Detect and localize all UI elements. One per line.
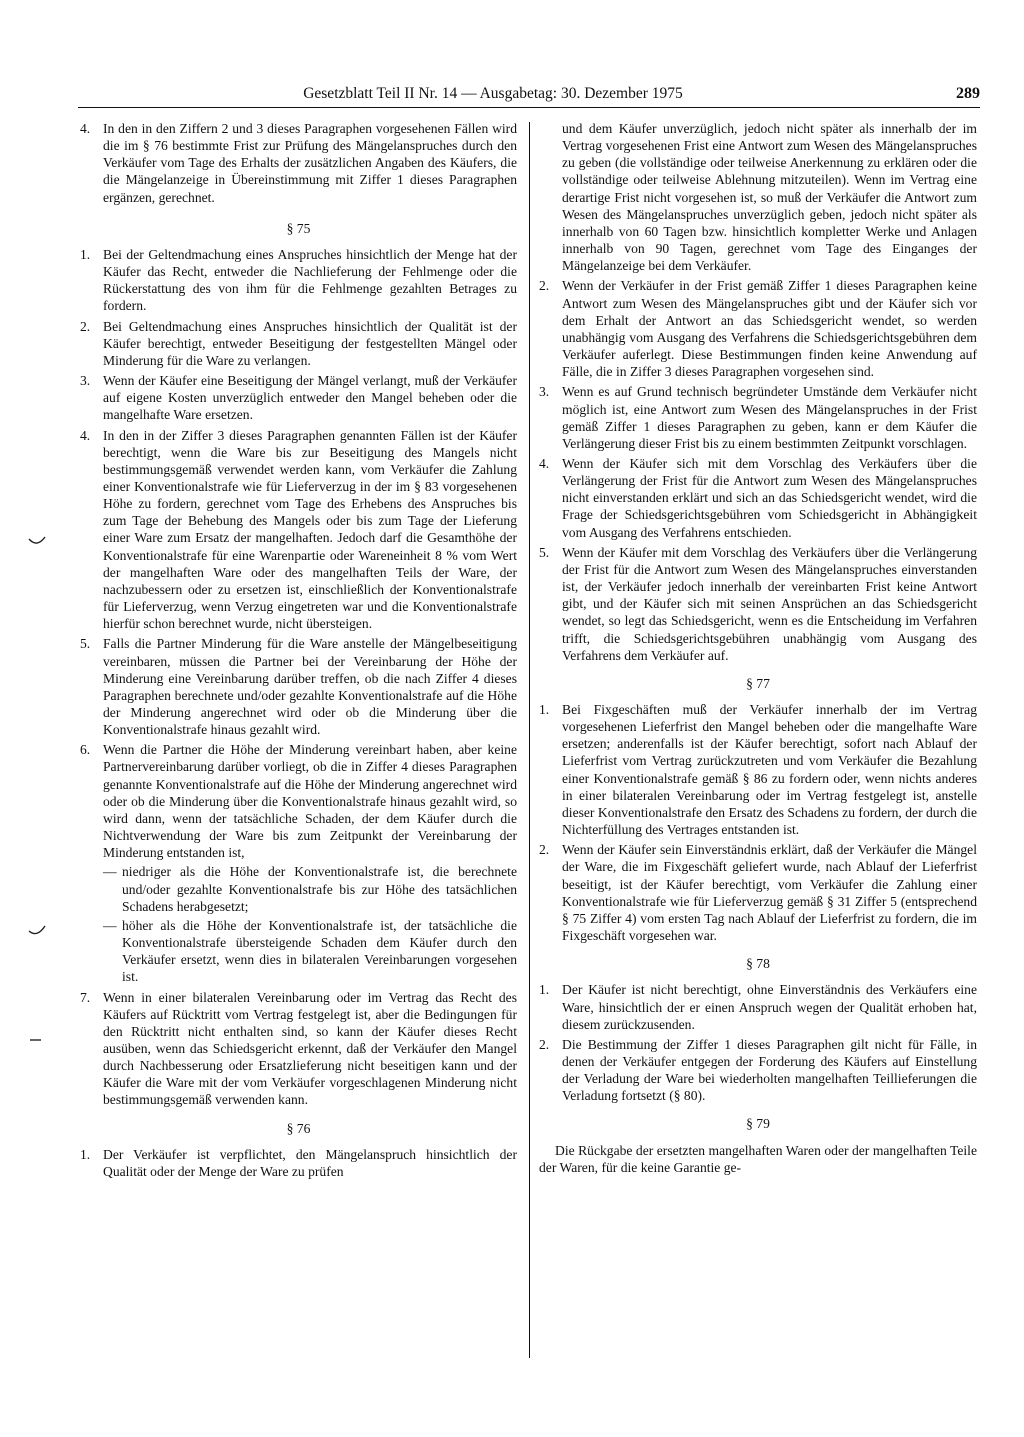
item-text: Wenn der Käufer sich mit dem Vorschlag des Verkäufers über die Verlängerung der Frist für die Antwort zum Wesen des Mängelanspruches nicht einverstanden erklärt und sich an das Schiedsgericht wendet, wird die Frage der Schiedsgerichtsgebühren vom Schiedsgericht in Abhängigkeit vom Ausgang des Verfahrens entschieden. — [562, 455, 977, 540]
item-number: 5. — [539, 544, 550, 560]
sub-item — [103, 863, 517, 914]
item-number: 1. — [80, 246, 91, 262]
section-75-item-1 — [80, 246, 517, 315]
item-number: 1. — [539, 702, 550, 717]
running-head-title: Gesetzblatt Teil II Nr. 14 — Ausgabetag: 30. Dezember 1975 — [303, 85, 683, 102]
item-text: Bei Fixgeschäften muß der Verkäufer innerhalb der im Vertrag vorgesehenen Lieferfrist den Mangel beheben oder die mangelhafte Ware ersetzen; anderenfalls ist der Käufer berechtigt, sofort nach Ablauf der Lieferfrist vom Vertrag zurückzutreten und vom Verkäufer die Bezahlung einer Konventionalstrafe gemäß § 86 zu fordern oder, wenn nichts anderes in einer bilateralen Vereinbarung oder im Vertrag festgelegt ist, anstelle dieser Konventionalstrafe den Ersatz des Schadens zu fordern, der durch die Nichterfüllung des Vertrages entstanden ist. — [562, 702, 977, 838]
item-text: In den in den Ziffern 2 und 3 dieses Paragraphen vorgesehenen Fällen wird die im § 76 bestimmte Frist zur Prüfung des Mängelanspruches durch den Verkäufer vom Tage des Erhalts der zusätzlichen Angaben des Käufers, die die Mängelanzeige in Übereinstimmung mit Ziffer 1 dieses Paragraphen ergänzen, gerechnet. — [103, 121, 517, 205]
section-76-item-3 — [539, 383, 977, 452]
item-number: 3. — [80, 373, 91, 389]
item-number: 6. — [80, 742, 91, 758]
sub-item — [103, 917, 517, 986]
header-rule — [78, 107, 980, 108]
item-number: 3. — [539, 384, 550, 400]
item-number: 2. — [539, 278, 550, 294]
margin-check-mark-icon — [28, 535, 46, 547]
section-78-heading: § 78 — [746, 956, 770, 972]
section-77-heading: § 77 — [746, 675, 770, 691]
left-column — [80, 120, 517, 1360]
section-75-item-2 — [80, 318, 517, 369]
section-75-item-5 — [80, 635, 517, 738]
item-number: 4. — [80, 121, 91, 136]
item-number: 4. — [80, 427, 91, 443]
section-75-item-7 — [80, 989, 517, 1109]
section-78-item-1 — [539, 981, 977, 1032]
item-text: Wenn es auf Grund technisch begründeter Umstände dem Verkäufer nicht möglich ist, eine Antwort zum Wesen des Mängelanspruches in der Frist gemäß Ziffer 1 dieses Paragraphen zu geben, kann er dem Käufer die Verlängerung dieser Frist bis zu einem bestimmten Zeitpunkt vorschlagen. — [562, 384, 977, 451]
item-text: Wenn der Käufer eine Beseitigung der Mängel verlangt, muß der Verkäufer auf eigene Kosten unverzüglich entweder den Mangel beheben oder die mangelhafte Ware ersetzen. — [103, 373, 517, 423]
item-number: 7. — [80, 989, 91, 1005]
item-text: Die Bestimmung der Ziffer 1 dieses Paragraphen gilt nicht für Fälle, in denen der Verkäufer entgegen der Forderung des Käufers auf Einstellung der Verladung der Ware bei wiederholten mangelhaften Teillieferungen die Verladung fortsetzt (§ 80). — [562, 1036, 977, 1104]
item-number: 2. — [539, 1036, 550, 1052]
item-number: 5. — [80, 636, 91, 652]
page-number: 289 — [956, 85, 980, 102]
column-divider — [529, 122, 530, 1358]
item-text: Wenn der Käufer sein Einverständnis erklärt, daß der Verkäufer die Mängel der Ware, die im Fixgeschäft geliefert wurde, nach Ablauf der Lieferfrist beseitigt, ist der Käufer berechtigt, vom Verkäufer die Zahlung einer Konventionalstrafe wie für Lieferverzug gemäß § 31 Ziffer 5 (entsprechend § 75 Ziffer 4) vom ersten Tag nach Ablauf der Lieferfrist zu fordern, die im Fixgeschäft vorgesehen war. — [562, 842, 977, 944]
section-79-text: Die Rückgabe der ersetzten mangelhaften Waren oder der mangelhaften Teile der Waren, für die keine Garantie ge- — [539, 1142, 977, 1175]
item-number: 2. — [80, 318, 91, 334]
right-column — [539, 120, 977, 1360]
item-text: Falls die Partner Minderung für die Ware anstelle der Mängelbeseitigung vereinbaren, müssen die Partner bei der Vereinbarung der Höhe der Minderung eine Vereinbarung darüber treffen, ob die nach Ziffer 4 dieses Paragraphen berechnete und/oder gezahlte Konventionalstrafe auf die Höhe der Minderung angerechnet wird oder ob die Minderung über die Konventionalstrafe hinaus gezahlt wird. — [103, 636, 517, 738]
section-79-heading: § 79 — [746, 1116, 770, 1132]
item-text: Wenn die Partner die Höhe der Minderung vereinbart haben, aber keine Partnervereinbarung darüber vorliegt, ob die in Ziffer 4 dieses Paragraphen genannte Konventionalstrafe auf die Höhe der Minderung angerechnet wird oder ob die Minderung über die Konventionalstrafe hinaus gezahlt wird, so wird dann, wenn der tatsächliche Schaden, der dem Käufer durch die Nichtverwendung der Ware bis zum Zeitpunkt der Vereinbarung der Minderung entstanden ist, — [103, 742, 517, 861]
section-75-item-6 — [80, 741, 517, 985]
section-78-item-2 — [539, 1036, 977, 1105]
section-76-item-1 — [80, 1146, 517, 1180]
item-text: Wenn in einer bilateralen Vereinbarung oder im Vertrag das Recht des Käufers auf Rücktritt vom Vertrag festgelegt ist, aber die Bedingungen für den Rücktritt nicht enthalten sind, so kann der Käufer dieses Recht ausüben, wenn das Schiedsgericht erkennt, daß der Verkäufer den Mangel durch Nachbesserung oder Ersatzlieferung nicht beseitigen kann und der Käufer die Ware mit der vom Verkäufer vorgeschlagenen Minderung nicht bestimmungsgemäß verwenden kann. — [103, 989, 517, 1108]
item-number: 1. — [80, 1146, 91, 1162]
section-75-heading: § 75 — [286, 220, 311, 236]
item-number: 1. — [539, 982, 550, 998]
item-text: und dem Käufer unverzüglich, jedoch nicht später als innerhalb der im Vertrag vorgesehenen Frist eine Antwort zum Wesen des Mängelanspruches zu geben (die vollständige oder teilweise Anerkennung zu erklären oder die vollständige oder teilweise Ablehnung mitzuteilen). Wenn im Vertrag eine derartige Frist nicht vorgesehen ist, so muß der Verkäufer die Antwort zum Wesen des Mängelanspruches unverzüglich geben, jedoch nicht später als innerhalb von 60 Tagen bzw. hinsichtlich kompletter Werke und Anlagen innerhalb von 90 Tagen, gerechnet vom Tage des Einganges der Mängelanzeige bei dem Verkäufer. — [562, 121, 977, 274]
section-76-heading: § 76 — [286, 1120, 311, 1136]
item-text: Der Käufer ist nicht berechtigt, ohne Einverständnis des Verkäufers eine Ware, hinsichtlich der er einen Anspruch wegen der Qualität erhoben hat, diesem zurückzusenden. — [562, 982, 977, 1032]
section-77-item-1 — [539, 701, 977, 838]
sub-item-text: höher als die Höhe der Konventionalstrafe ist, der tatsächliche die Konventionalstrafe übersteigende Schaden dem Käufer durch den Verkäufer ersetzt, wenn dies in bilateralen Vereinbarungen vorgesehen ist. — [122, 917, 517, 985]
item-number: 2. — [539, 842, 550, 858]
section-76-item-4 — [539, 455, 977, 541]
item-text: Bei der Geltendmachung eines Anspruches hinsichtlich der Menge hat der Käufer das Recht, entweder die Nachlieferung der Fehlmenge oder die Rückerstattung des von ihm für die Fehlmenge gezahlten Betrages zu fordern. — [103, 246, 517, 314]
dash-bullet: — — [103, 864, 117, 880]
item-text: Der Verkäufer ist verpflichtet, den Mängelanspruch hinsichtlich der Qualität oder der Menge der Ware zu prüfen — [103, 1146, 517, 1179]
section-74-item-4 — [80, 120, 517, 206]
item-text: In den in der Ziffer 3 dieses Paragraphen genannten Fällen ist der Käufer berechtigt, wenn die Ware bis zur Beseitigung des Mangels nicht bestimmungsgemäß verwendet werden kann, vom Verkäufer die Zahlung einer Konventionalstrafe wie für Lieferverzug in der im § 83 vorgesehenen Höhe zu fordern, gerechnet vom Tage des Erhebens des Anspruches bis zum Tage der Behebung des Mangels oder bis zum Tage der Lieferung einer Ware zum Ersatz der mangelhaften. Jedoch darf die Gesamthöhe der Konventionalstrafe für eine Warenpartie oder Wareneinheit 8 % vom Wert der mangelhaften Ware oder des mangelhaften Teils der Ware, der nachzubessern oder zu ersetzen ist, einschließlich der Konventionalstrafe für Lieferverzug, wenn Verzug eingetreten war und die Konventionalstrafe hierfür schon berechnet wurde, nicht übersteigen. — [103, 427, 517, 632]
margin-check-mark-icon — [28, 925, 46, 937]
dash-bullet: — — [103, 917, 117, 933]
section-76-item-1-continued — [539, 120, 977, 274]
section-76-item-2 — [539, 277, 977, 380]
item-text: Bei Geltendmachung eines Anspruches hinsichtlich der Qualität ist der Käufer berechtigt, entweder Beseitigung der festgestellten Mängel oder Minderung für die Ware zu verlangen. — [103, 318, 517, 368]
item-text: Wenn der Käufer mit dem Vorschlag des Verkäufers über die Verlängerung der Frist für die Antwort zum Wesen des Mängelanspruches einverstanden ist, der Verkäufer jedoch innerhalb der vereinbarten Frist keine Antwort gibt, und der Käufer sich mit seinen Ansprüchen an das Schiedsgericht wendet, so legt das Schiedsgericht, wenn es die Entscheidung im Verfahren trifft, die Schiedsgerichtsgebühren unabhängig vom Ausgang des Verfahrens dem Verkäufer auf. — [562, 544, 977, 663]
section-75-item-3 — [80, 372, 517, 423]
item-number: 4. — [539, 455, 550, 471]
section-75-item-4 — [80, 427, 517, 633]
section-77-item-2 — [539, 841, 977, 944]
item-text: Wenn der Verkäufer in der Frist gemäß Ziffer 1 dieses Paragraphen keine Antwort zum Wesen des Mängelanspruches gibt und der Käufer sich vor dem Erhalt der Antwort an das Schiedsgericht wendet, so werden unabhängig vom Ausgang des Verfahrens die Schiedsgerichtsgebühren dem Verkäufer auferlegt. Diese Bestimmungen finden keine Anwendung auf Fälle, die in Ziffer 3 dieses Paragraphen vorgesehen sind. — [562, 278, 977, 380]
sub-item-text: niedriger als die Höhe der Konventionalstrafe ist, die berechnete und/oder gezahlte Konventionalstrafe bis zur Höhe des tatsächlichen Schadens herabgesetzt; — [122, 864, 517, 914]
margin-dash-mark-icon — [28, 1037, 46, 1043]
section-76-item-5 — [539, 544, 977, 664]
